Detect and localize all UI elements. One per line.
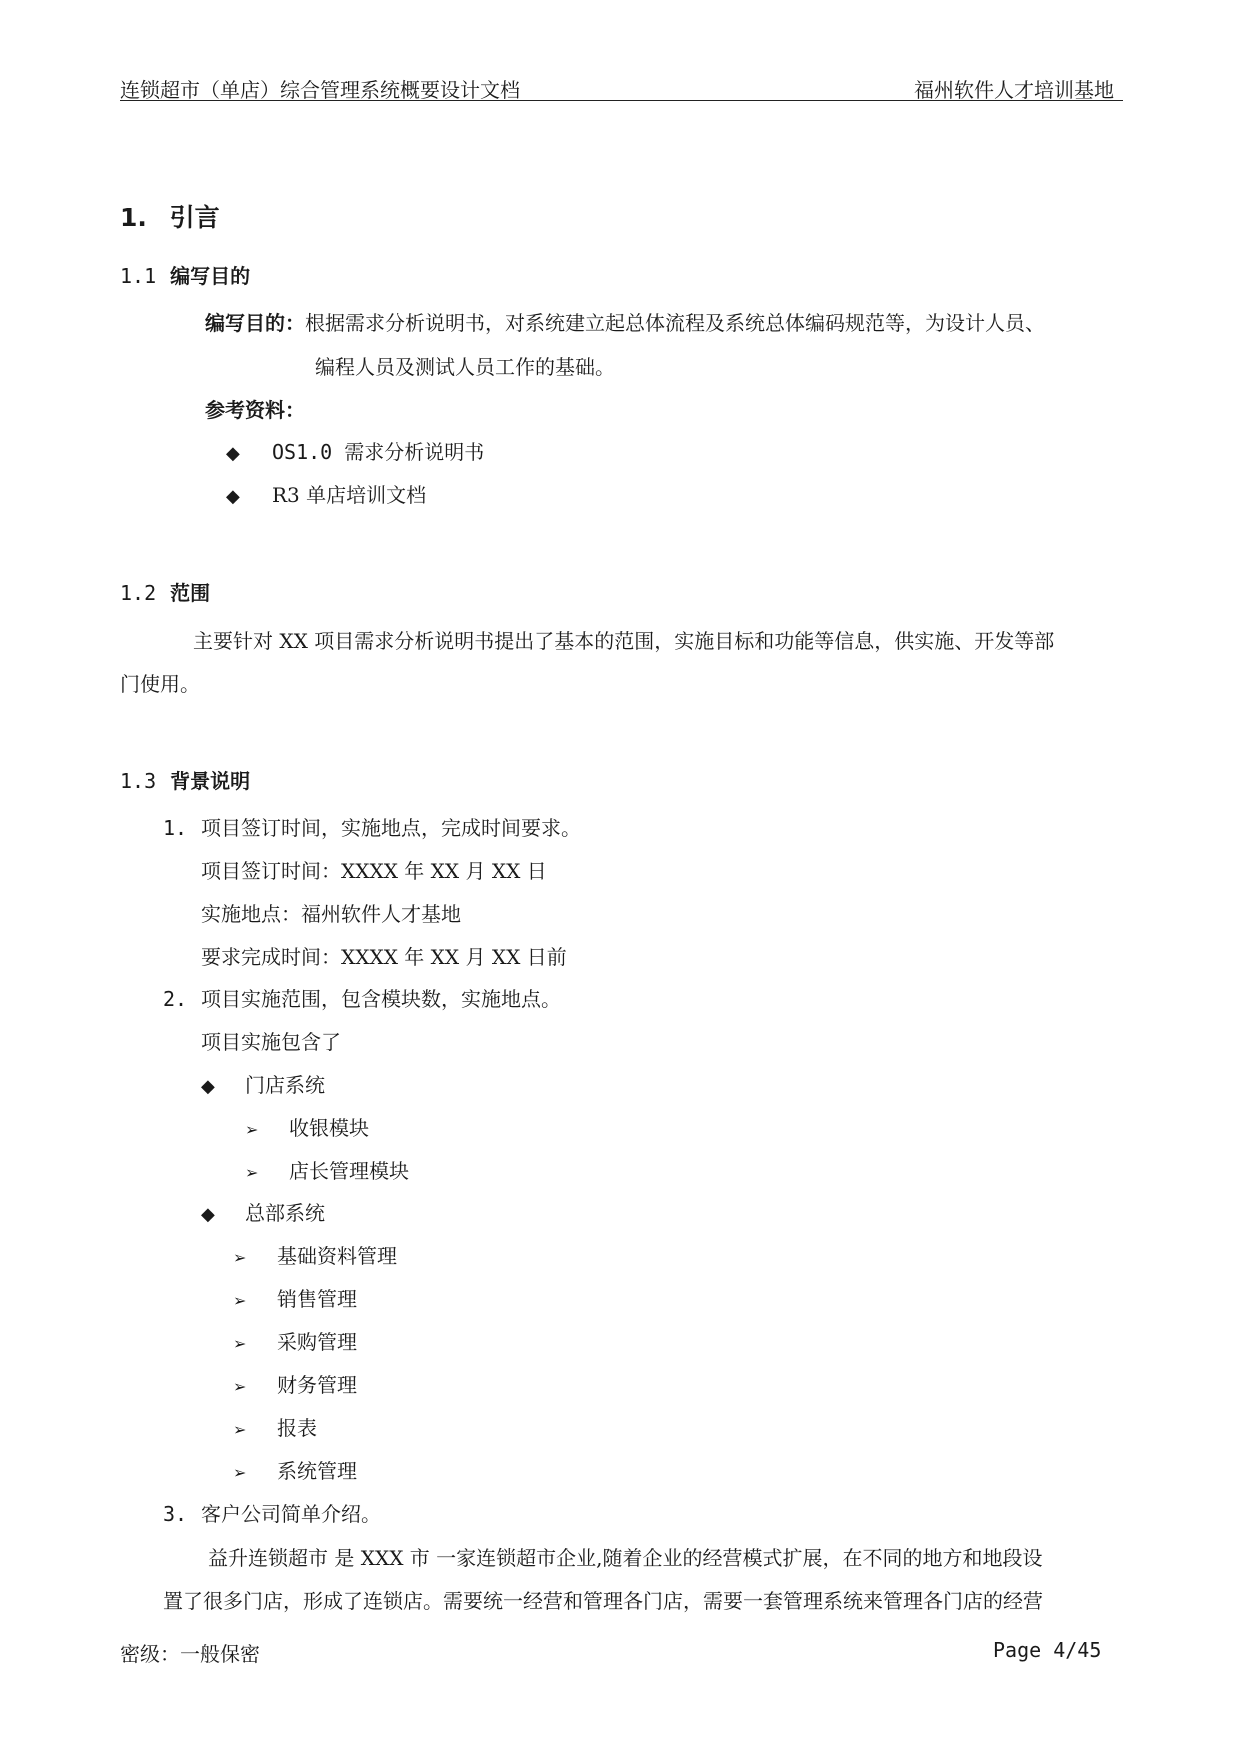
section-1-3-title: 背景说明	[170, 769, 251, 793]
section-1-2-heading	[120, 577, 210, 606]
module-item-label: 店长管理模块	[289, 1159, 409, 1183]
purpose-line-1	[205, 307, 1045, 336]
numbered-item-1	[163, 812, 581, 841]
numbered-item-number: 3.	[163, 1502, 188, 1526]
section-1-3-heading	[120, 765, 250, 794]
header-rule	[120, 100, 1123, 101]
module-item-label: 收银模块	[289, 1116, 369, 1140]
diamond-bullet-icon: ◆	[201, 1204, 215, 1225]
module-item	[233, 1240, 397, 1269]
section-1-2-number: 1.2	[120, 581, 157, 605]
company-paragraph-line-2: 置了很多门店，形成了连锁店。需要统一经营和管理各门店，需要一套管理系统来管理各门店的经营	[163, 1589, 1043, 1613]
module-item-label: 基础资料管理	[277, 1244, 397, 1268]
arrow-bullet-icon: ➢	[233, 1334, 247, 1353]
reference-item-text: OS1.0 需求分析说明书	[272, 440, 485, 464]
location-line: 实施地点：福州软件人才基地	[201, 902, 461, 926]
reference-item	[226, 436, 484, 465]
diamond-bullet-icon: ◆	[226, 443, 240, 464]
arrow-bullet-icon: ➢	[233, 1420, 247, 1439]
numbered-item-number: 1.	[163, 816, 188, 840]
scope-paragraph-line-2: 门使用。	[120, 672, 200, 696]
footer-classification: 密级：一般保密	[120, 1642, 260, 1666]
module-item-label: 销售管理	[277, 1287, 357, 1311]
module-item	[245, 1155, 409, 1184]
module-item	[233, 1455, 357, 1484]
numbered-item-text: 客户公司简单介绍。	[201, 1502, 381, 1526]
section-1-number: 1.	[120, 203, 147, 232]
numbered-item-text: 项目签订时间，实施地点，完成时间要求。	[201, 816, 581, 840]
arrow-bullet-icon: ➢	[233, 1463, 247, 1482]
arrow-bullet-icon: ➢	[233, 1248, 247, 1267]
module-item	[233, 1283, 357, 1312]
sign-date-line: 项目签订时间：XXXX 年 XX 月 XX 日	[201, 859, 547, 883]
module-item-label: 系统管理	[277, 1459, 357, 1483]
numbered-item-3	[163, 1498, 381, 1527]
purpose-text-1: 根据需求分析说明书，对系统建立起总体流程及系统总体编码规范等，为设计人员、	[305, 311, 1045, 335]
section-1-3-number: 1.3	[120, 769, 157, 793]
hq-system-item	[201, 1197, 325, 1226]
numbered-item-text: 项目实施范围，包含模块数，实施地点。	[201, 987, 561, 1011]
purpose-line-2: 编程人员及测试人员工作的基础。	[315, 355, 615, 379]
section-1-1-heading	[120, 260, 250, 289]
deadline-line: 要求完成时间：XXXX 年 XX 月 XX 日前	[201, 945, 567, 969]
footer-page-number: Page 4/45	[993, 1638, 1102, 1662]
arrow-bullet-icon: ➢	[245, 1163, 259, 1182]
arrow-bullet-icon: ➢	[233, 1291, 247, 1310]
section-1-1-title: 编写目的	[170, 264, 251, 288]
header-left-title: 连锁超市（单店）综合管理系统概要设计文档	[120, 78, 520, 102]
purpose-label: 编写目的：	[205, 311, 305, 335]
section-1-2-title: 范围	[170, 581, 211, 605]
scope-paragraph-line-1: 主要针对 XX 项目需求分析说明书提出了基本的范围，实施目标和功能等信息，供实施、开发等部	[193, 629, 1055, 653]
module-item-label: 报表	[277, 1416, 317, 1440]
module-item	[245, 1112, 369, 1141]
store-system-label: 门店系统	[245, 1073, 325, 1097]
module-item-label: 财务管理	[277, 1373, 357, 1397]
store-system-item	[201, 1069, 325, 1098]
diamond-bullet-icon: ◆	[201, 1076, 215, 1097]
module-item	[233, 1412, 317, 1441]
hq-system-label: 总部系统	[245, 1201, 325, 1225]
section-1-heading	[120, 198, 220, 234]
module-item	[233, 1326, 357, 1355]
module-item-label: 采购管理	[277, 1330, 357, 1354]
arrow-bullet-icon: ➢	[245, 1120, 259, 1139]
reference-item	[226, 479, 426, 508]
module-item	[233, 1369, 357, 1398]
company-paragraph-line-1: 益升连锁超市 是 XXX 市 一家连锁超市企业,随着企业的经营模式扩展，在不同的地方和地段设	[208, 1546, 1043, 1570]
numbered-item-number: 2.	[163, 987, 188, 1011]
header-right-org: 福州软件人才培训基地	[914, 78, 1114, 102]
reference-label: 参考资料：	[205, 398, 305, 422]
section-1-title: 引言	[169, 203, 220, 232]
diamond-bullet-icon: ◆	[226, 486, 240, 507]
scope-intro-line: 项目实施包含了	[201, 1030, 341, 1054]
numbered-item-2	[163, 983, 561, 1012]
reference-item-text: R3 单店培训文档	[272, 483, 427, 507]
arrow-bullet-icon: ➢	[233, 1377, 247, 1396]
section-1-1-number: 1.1	[120, 264, 157, 288]
